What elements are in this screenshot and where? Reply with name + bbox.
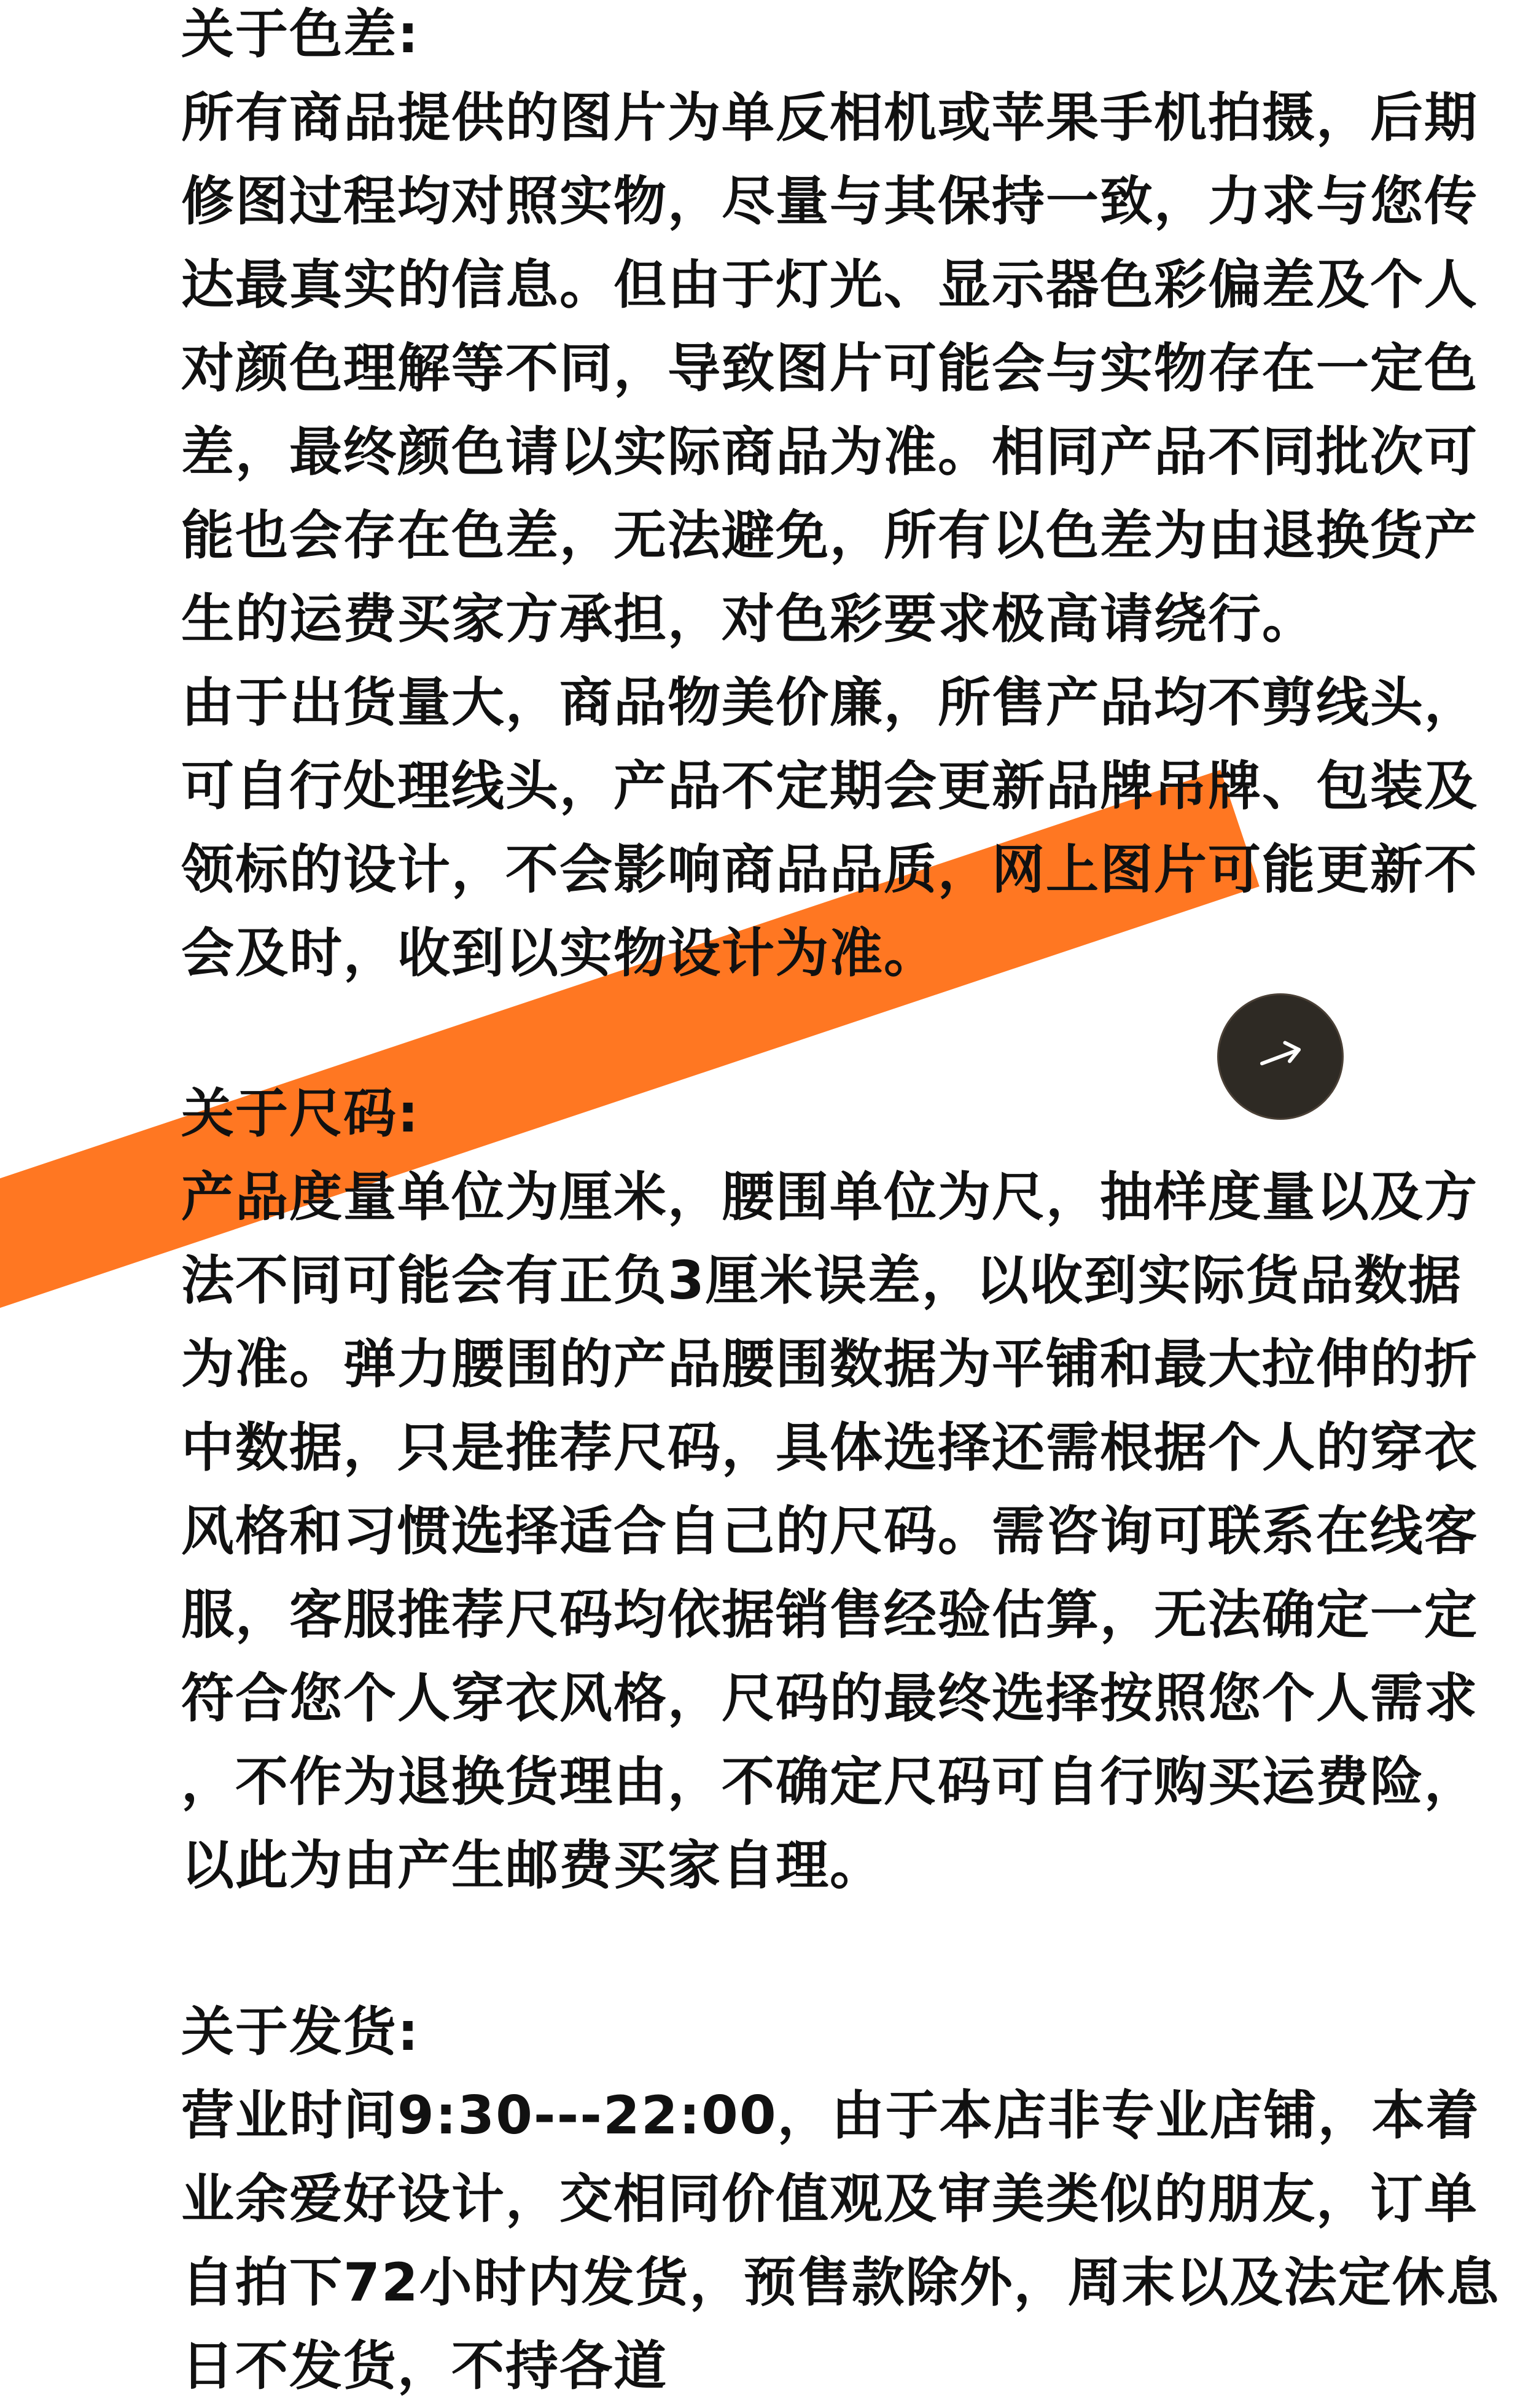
- text-line: 达最真实的信息。但由于灯光、显示器色彩偏差及个人: [181, 254, 1478, 316]
- text-line: 产品度量单位为厘米，腰围单位为尺，抽样度量以及方: [181, 1167, 1478, 1228]
- text-line: 为准。弹力腰围的产品腰围数据为平铺和最大拉伸的折: [181, 1334, 1478, 1395]
- text-line: 中数据，只是推荐尺码，具体选择还需根据个人的穿衣: [181, 1417, 1478, 1479]
- section-shipping: [181, 1990, 1500, 2408]
- section-title: 关于尺码:: [181, 1083, 420, 1144]
- text-line: 能也会存在色差，无法避免，所有以色差为由退换货产: [181, 505, 1478, 566]
- text-line: ，不作为退换货理由，不确定尺码可自行购买运费险，: [181, 1751, 1478, 1813]
- section-color-difference: [181, 0, 1478, 995]
- text-line: 法不同可能会有正负3厘米误差，以收到实际货品数据: [181, 1250, 1462, 1312]
- section-title: 关于发货:: [181, 2001, 420, 2063]
- text-line: 营业时间9:30---22:00，由于本店非专业店铺，本着: [181, 2085, 1480, 2146]
- text-line: 服，客服推荐尺码均依据销售经验估算，无法确定一定: [181, 1584, 1478, 1646]
- text-line: 由于出货量大，商品物美价廉，所售产品均不剪线头，: [181, 672, 1478, 733]
- text-line: 会及时，收到以实物设计为准。: [181, 923, 938, 984]
- text-line: 领标的设计，不会影响商品品质，网上图片可能更新不: [181, 839, 1478, 901]
- section-size: [181, 1072, 1478, 1907]
- text-line: 差，最终颜色请以实际商品为准。相同产品不同批次可: [181, 421, 1478, 483]
- text-line: 所有商品提供的图片为单反相机或苹果手机拍摄，后期: [181, 87, 1478, 149]
- text-line: 自拍下72小时内发货，预售款除外，周末以及法定休息: [181, 2252, 1500, 2313]
- text-line: 修图过程均对照实物，尽量与其保持一致，力求与您传: [181, 171, 1478, 232]
- text-line: 业余爱好设计，交相同价值观及审美类似的朋友，订单: [181, 2168, 1478, 2230]
- text-line: 可自行处理线头，产品不定期会更新品牌吊牌、包装及: [181, 756, 1478, 817]
- text-line: 生的运费买家方承担，对色彩要求极高请绕行。: [181, 588, 1316, 650]
- text-line: 以此为由产生邮费买家自理。: [181, 1835, 884, 1896]
- text-line: 对颜色理解等不同，导致图片可能会与实物存在一定色: [181, 338, 1478, 399]
- text-line: 日不发货，不持各道: [181, 2336, 668, 2397]
- text-line: 风格和习惯选择适合自己的尺码。需咨询可联系在线客: [181, 1501, 1478, 1562]
- text-line: 符合您个人穿衣风格，尺码的最终选择按照您个人需求: [181, 1668, 1478, 1729]
- section-title: 关于色差:: [181, 4, 420, 65]
